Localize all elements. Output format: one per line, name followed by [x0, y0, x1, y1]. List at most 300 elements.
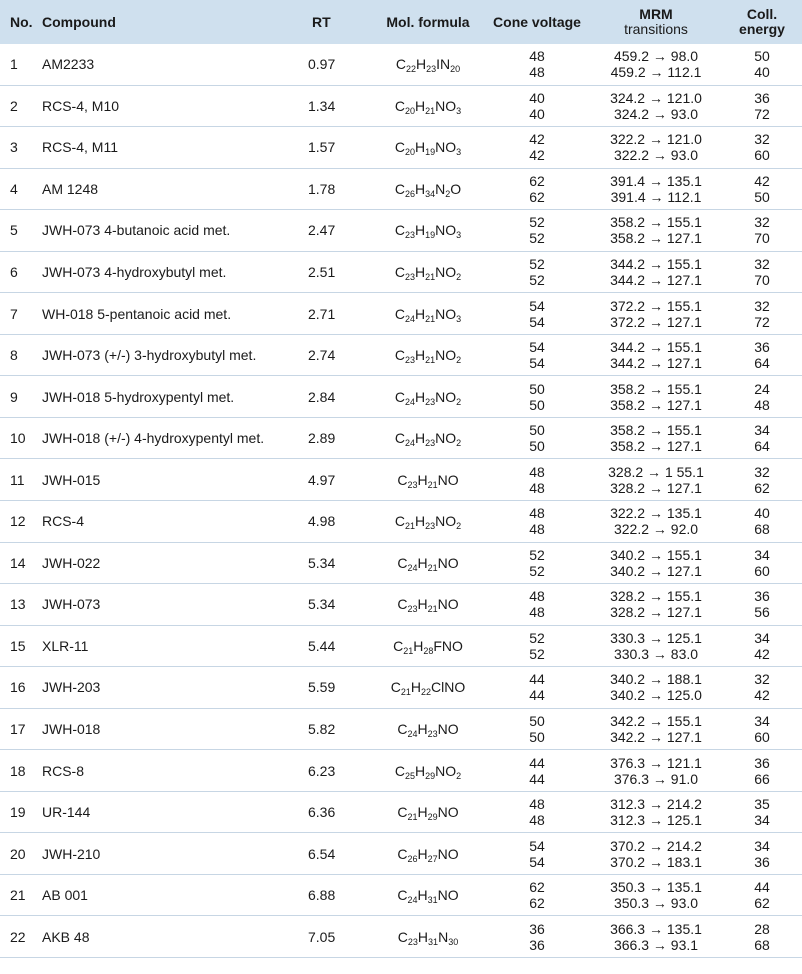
formula-element: ClNO: [431, 679, 466, 696]
formula-subscript: 21: [425, 355, 436, 366]
formula-element: C: [394, 430, 405, 447]
collision-energy-line: 28: [754, 920, 770, 937]
mrm-transition: [590, 459, 722, 501]
row-number: 10: [0, 417, 42, 459]
compound-name: JWH-073 4-hydroxybutyl met.: [42, 251, 292, 293]
row-number: 3: [0, 127, 42, 169]
collision-energy: [722, 459, 802, 501]
formula-subscript: 23: [404, 230, 415, 241]
formula-subscript: 26: [407, 853, 418, 864]
formula-element: C: [397, 721, 408, 738]
formula-element: C: [397, 554, 408, 571]
formula-element: H: [413, 637, 424, 654]
cone-voltage-line: 54: [529, 313, 545, 330]
formula-element: NO: [437, 596, 459, 613]
compound-name: JWH-015: [42, 459, 292, 501]
collision-energy-line: 60: [754, 729, 770, 746]
table-row: [0, 376, 802, 418]
cone-voltage-line: 40: [529, 105, 545, 122]
mrm-transition-line: 376.3 → 121.1: [610, 754, 702, 771]
collision-energy-line: 35: [754, 796, 770, 813]
collision-energy-line: 24: [754, 380, 770, 397]
cone-voltage-line: 48: [529, 796, 545, 813]
collision-energy-line: 62: [754, 895, 770, 912]
collision-energy-line: 34: [754, 629, 770, 646]
mrm-transition-line: 459.2 → 98.0: [613, 48, 699, 65]
mrm-transition-line: 350.3 → 135.1: [610, 879, 702, 896]
mrm-transition: [590, 417, 722, 459]
collision-energy-line: 40: [754, 505, 770, 522]
molecular-formula: [372, 833, 484, 875]
cone-voltage-line: 52: [529, 256, 545, 272]
cone-voltage-line: 52: [529, 562, 545, 579]
collision-energy-line: 32: [754, 256, 770, 272]
mrm-transition: [590, 334, 722, 376]
formula-subscript: 20: [450, 64, 461, 75]
header-cone-voltage: Cone voltage: [493, 13, 581, 30]
cone-voltage: [484, 44, 590, 85]
collision-energy: [722, 85, 802, 127]
mrm-transition-line: 322.2 → 92.0: [613, 521, 699, 538]
table-row: [0, 874, 802, 916]
formula-element: NO: [435, 222, 457, 239]
row-number: 14: [0, 542, 42, 584]
formula-subscript: 27: [427, 853, 438, 864]
formula-subscript: 2: [445, 188, 451, 199]
formula-element: NO: [435, 305, 457, 322]
compound-name: JWH-018: [42, 708, 292, 750]
cone-voltage-line: 44: [529, 687, 545, 704]
compound-name: RCS-8: [42, 750, 292, 792]
row-number: 1: [0, 44, 42, 85]
collision-energy: [722, 667, 802, 709]
table-row: [0, 708, 802, 750]
formula-subscript: 20: [404, 147, 415, 158]
row-number: 11: [0, 459, 42, 501]
cone-voltage-line: 54: [529, 339, 545, 356]
header-formula: Mol. formula: [386, 13, 470, 30]
formula-element: NO: [437, 887, 459, 904]
formula-subscript: 2: [456, 272, 462, 282]
cone-voltage: [484, 334, 590, 376]
molecular-formula: [372, 376, 484, 418]
table-row: [0, 459, 802, 501]
mrm-transition: [590, 85, 722, 127]
retention-time: 2.84: [292, 376, 372, 418]
table-row: [0, 168, 802, 210]
cone-voltage-line: 40: [529, 89, 545, 106]
cone-voltage: [484, 210, 590, 252]
formula-subscript: 23: [427, 729, 438, 740]
mrm-transition: [590, 708, 722, 750]
collision-energy: [722, 625, 802, 667]
mrm-transition: [590, 293, 722, 335]
formula-subscript: 2: [456, 438, 462, 449]
formula-subscript: 23: [425, 438, 436, 449]
row-number: 15: [0, 625, 42, 667]
formula-element: NO: [437, 845, 459, 862]
formula-element: C: [397, 845, 408, 862]
collision-energy-line: 72: [754, 313, 770, 330]
row-number: 5: [0, 210, 42, 252]
molecular-formula: [372, 293, 484, 335]
formula-element: C: [390, 679, 401, 696]
cone-voltage-line: 44: [529, 754, 545, 771]
molecular-formula: [372, 542, 484, 584]
cone-voltage-line: 50: [529, 438, 545, 455]
mrm-transition-line: 328.2 → 1 55.1: [608, 463, 704, 480]
collision-energy-line: 34: [754, 837, 770, 854]
cone-voltage-line: 48: [529, 505, 545, 522]
collision-energy-line: 56: [754, 604, 770, 621]
compound-name: AM2233: [42, 44, 292, 85]
cone-voltage: [484, 874, 590, 916]
collision-energy: [722, 44, 802, 85]
collision-energy-line: 34: [754, 713, 770, 730]
cone-voltage-line: 36: [529, 920, 545, 937]
molecular-formula: [372, 334, 484, 376]
mrm-transition-line: 366.3 → 93.1: [613, 936, 699, 953]
formula-subscript: 23: [425, 396, 436, 407]
mrm-transition-line: 358.2 → 155.1: [610, 214, 702, 231]
formula-subscript: 24: [407, 895, 418, 906]
mrm-transition-line: 328.2 → 127.1: [610, 479, 702, 496]
molecular-formula: [372, 916, 484, 958]
mrm-transition: [590, 874, 722, 916]
mrm-transition-line: 344.2 → 127.1: [610, 355, 702, 372]
mrm-transition-line: 344.2 → 127.1: [610, 272, 702, 288]
header-compound: Compound: [42, 13, 116, 30]
retention-time: 5.59: [292, 667, 372, 709]
molecular-formula: [372, 417, 484, 459]
formula-element: H: [417, 471, 428, 488]
molecular-formula: [372, 501, 484, 543]
collision-energy: [722, 417, 802, 459]
formula-subscript: 21: [425, 105, 436, 116]
cone-voltage-line: 54: [529, 853, 545, 870]
formula-element: C: [394, 388, 405, 405]
compound-name: RCS-4, M10: [42, 85, 292, 127]
mrm-transition-line: 358.2 → 127.1: [610, 396, 702, 413]
collision-energy-line: 32: [754, 671, 770, 688]
molecular-formula: [372, 210, 484, 252]
cone-voltage: [484, 791, 590, 833]
collision-energy-line: 64: [754, 438, 770, 455]
collision-energy: [722, 791, 802, 833]
collision-energy: [722, 334, 802, 376]
compound-name: AKB 48: [42, 916, 292, 958]
compound-name: AB 001: [42, 874, 292, 916]
row-number: 4: [0, 168, 42, 210]
mrm-transition: [590, 584, 722, 626]
mrm-transition-line: 342.2 → 155.1: [610, 713, 702, 730]
row-number: 13: [0, 584, 42, 626]
formula-element: H: [417, 804, 428, 821]
mrm-transition: [590, 750, 722, 792]
cone-voltage: [484, 85, 590, 127]
table-row: [0, 625, 802, 667]
table-row: [0, 210, 802, 252]
formula-element: H: [414, 388, 426, 405]
collision-energy-line: 60: [754, 147, 770, 164]
cone-voltage-line: 48: [529, 64, 545, 81]
mrm-transition-line: 312.3 → 214.2: [610, 796, 702, 813]
formula-subscript: 3: [456, 313, 462, 324]
formula-subscript: 21: [427, 562, 438, 573]
cone-voltage: [484, 625, 590, 667]
retention-time: 6.88: [292, 874, 372, 916]
collision-energy-line: 68: [754, 521, 770, 538]
cone-voltage: [484, 916, 590, 958]
cone-voltage: [484, 168, 590, 210]
formula-element: H: [414, 513, 426, 530]
formula-element: NO: [435, 347, 457, 364]
collision-energy-line: 34: [754, 546, 770, 563]
formula-element: H: [417, 596, 428, 613]
collision-energy-line: 32: [754, 214, 770, 231]
row-number: 6: [0, 251, 42, 293]
mrm-transition: [590, 542, 722, 584]
collision-energy-line: 60: [754, 562, 770, 579]
table-row: [0, 85, 802, 127]
cone-voltage-line: 50: [529, 396, 545, 413]
formula-subscript: 24: [404, 396, 415, 407]
collision-energy: [722, 293, 802, 335]
cone-voltage-line: 52: [529, 214, 545, 231]
formula-element: H: [417, 845, 428, 862]
formula-element: NO: [437, 804, 459, 821]
formula-subscript: 3: [456, 230, 462, 241]
formula-element: NO: [435, 513, 457, 530]
formula-element: H: [410, 679, 421, 696]
formula-element: H: [414, 180, 426, 197]
cone-voltage-line: 48: [529, 463, 545, 480]
formula-element: C: [395, 56, 406, 73]
collision-energy-line: 70: [754, 230, 770, 247]
formula-element: N: [438, 928, 449, 945]
collision-energy-line: 62: [754, 479, 770, 496]
cone-voltage-line: 62: [529, 895, 545, 912]
compound-name: JWH-022: [42, 542, 292, 584]
cone-voltage: [484, 251, 590, 293]
mrm-transition-line: 370.2 → 214.2: [610, 837, 702, 854]
cone-voltage: [484, 584, 590, 626]
mrm-transition: [590, 916, 722, 958]
collision-energy-line: 42: [754, 687, 770, 704]
cone-voltage: [484, 667, 590, 709]
row-number: 16: [0, 667, 42, 709]
retention-time: 6.23: [292, 750, 372, 792]
compound-name: XLR-11: [42, 625, 292, 667]
collision-energy: [722, 874, 802, 916]
compound-name: JWH-073: [42, 584, 292, 626]
formula-subscript: 24: [407, 562, 418, 573]
cone-voltage: [484, 376, 590, 418]
retention-time: 5.34: [292, 542, 372, 584]
collision-energy-line: 36: [754, 588, 770, 605]
compound-name: JWH-073 4-butanoic acid met.: [42, 210, 292, 252]
formula-subscript: 21: [427, 479, 438, 490]
table-row: [0, 791, 802, 833]
compound-name: JWH-210: [42, 833, 292, 875]
collision-energy-line: 50: [754, 48, 770, 65]
retention-time: 6.36: [292, 791, 372, 833]
formula-element: C: [394, 222, 405, 239]
formula-element: C: [394, 97, 405, 114]
formula-subscript: 3: [456, 147, 462, 158]
formula-element: H: [417, 887, 428, 904]
retention-time: 2.89: [292, 417, 372, 459]
formula-element: N: [435, 180, 446, 197]
table-row: [0, 916, 802, 958]
cone-voltage-line: 54: [529, 297, 545, 314]
collision-energy: [722, 127, 802, 169]
cone-voltage-line: 62: [529, 172, 545, 189]
retention-time: 1.57: [292, 127, 372, 169]
formula-element: H: [417, 554, 428, 571]
mrm-transition-line: 372.2 → 155.1: [610, 297, 702, 314]
table-row: [0, 584, 802, 626]
retention-time: 5.44: [292, 625, 372, 667]
molecular-formula: [372, 44, 484, 85]
formula-element: H: [414, 762, 426, 779]
retention-time: 5.34: [292, 584, 372, 626]
cone-voltage-line: 36: [529, 936, 545, 953]
formula-subscript: 23: [407, 604, 418, 615]
collision-energy-line: 36: [754, 339, 770, 356]
formula-subscript: 24: [404, 438, 415, 449]
formula-element: C: [394, 347, 405, 364]
retention-time: 5.82: [292, 708, 372, 750]
formula-element: C: [397, 596, 408, 613]
formula-subscript: 23: [407, 936, 418, 947]
table-row: [0, 750, 802, 792]
row-number: 12: [0, 501, 42, 543]
header-row: [0, 0, 802, 44]
formula-element: NO: [437, 471, 459, 488]
mrm-transition-line: 324.2 → 93.0: [613, 105, 699, 122]
mrm-transition: [590, 251, 722, 293]
cone-voltage: [484, 127, 590, 169]
mrm-transition-line: 358.2 → 127.1: [610, 438, 702, 455]
formula-subscript: 21: [400, 687, 411, 698]
row-number: 20: [0, 833, 42, 875]
collision-energy-line: 44: [754, 879, 770, 896]
formula-element: NO: [435, 264, 457, 280]
cone-voltage-line: 52: [529, 230, 545, 247]
table-row: [0, 417, 802, 459]
compound-name: RCS-4, M11: [42, 127, 292, 169]
formula-element: H: [414, 97, 426, 114]
formula-subscript: 23: [426, 64, 437, 75]
mrm-transition-line: 340.2 → 155.1: [610, 546, 702, 563]
collision-energy: [722, 584, 802, 626]
molecular-formula: [372, 625, 484, 667]
cone-voltage-line: 44: [529, 671, 545, 688]
collision-energy-line: 32: [754, 297, 770, 314]
molecular-formula: [372, 85, 484, 127]
header-mrm: [590, 0, 722, 44]
mrm-transition-line: 372.2 → 127.1: [610, 313, 702, 330]
table-row: [0, 542, 802, 584]
collision-energy-line: 36: [754, 89, 770, 106]
mrm-transition-line: 344.2 → 155.1: [610, 339, 702, 356]
collision-energy-line: 70: [754, 272, 770, 288]
collision-energy-line: 34: [754, 422, 770, 439]
mrm-transition-line: 330.3 → 83.0: [613, 645, 699, 662]
cone-voltage-line: 50: [529, 713, 545, 730]
mrm-transition-line: 328.2 → 155.1: [610, 588, 702, 605]
collision-energy: [722, 916, 802, 958]
formula-subscript: 21: [427, 604, 438, 615]
molecular-formula: [372, 750, 484, 792]
formula-subscript: 31: [427, 895, 438, 906]
cone-voltage-line: 48: [529, 48, 545, 65]
mrm-transition-line: 340.2 → 127.1: [610, 562, 702, 579]
mrm-transition-line: 350.3 → 93.0: [613, 895, 699, 912]
cone-voltage-line: 50: [529, 422, 545, 439]
header-rt: RT: [312, 13, 331, 30]
cone-voltage-line: 48: [529, 812, 545, 829]
cone-voltage-line: 42: [529, 147, 545, 164]
row-number: 8: [0, 334, 42, 376]
formula-subscript: 3: [456, 105, 462, 116]
header-coll-line2: energy: [739, 21, 785, 37]
cone-voltage-line: 50: [529, 380, 545, 397]
formula-element: O: [450, 180, 462, 197]
collision-energy: [722, 168, 802, 210]
formula-element: H: [417, 721, 428, 738]
compound-name: JWH-018 5-hydroxypentyl met.: [42, 376, 292, 418]
header-mrm-line2: transitions: [624, 21, 688, 37]
formula-element: NO: [435, 97, 457, 114]
compound-name: AM 1248: [42, 168, 292, 210]
cone-voltage-line: 52: [529, 546, 545, 563]
formula-element: H: [414, 305, 426, 322]
row-number: 18: [0, 750, 42, 792]
cone-voltage: [484, 293, 590, 335]
cone-voltage: [484, 417, 590, 459]
collision-energy: [722, 251, 802, 293]
mrm-transition-line: 340.2 → 188.1: [610, 671, 702, 688]
formula-element: H: [414, 430, 426, 447]
formula-element: C: [394, 180, 405, 197]
formula-subscript: 23: [425, 521, 436, 532]
formula-subscript: 24: [404, 313, 415, 324]
formula-element: IN: [436, 56, 451, 73]
formula-element: NO: [435, 388, 457, 405]
retention-time: 2.51: [292, 251, 372, 293]
formula-element: NO: [437, 721, 459, 738]
row-number: 22: [0, 916, 42, 958]
formula-subscript: 23: [407, 479, 418, 490]
mrm-transition-line: 376.3 → 91.0: [613, 770, 699, 787]
formula-subscript: 2: [456, 521, 462, 532]
molecular-formula: [372, 459, 484, 501]
row-number: 9: [0, 376, 42, 418]
formula-element: C: [397, 887, 408, 904]
mrm-transition: [590, 168, 722, 210]
cone-voltage: [484, 833, 590, 875]
cone-voltage-line: 48: [529, 479, 545, 496]
cone-voltage-line: 52: [529, 629, 545, 646]
mrm-transition-line: 322.2 → 93.0: [613, 147, 699, 164]
formula-element: H: [414, 222, 426, 239]
table-row: [0, 127, 802, 169]
table-body: [0, 44, 802, 958]
mrm-transition-line: 358.2 → 155.1: [610, 422, 702, 439]
collision-energy-line: 32: [754, 463, 770, 480]
